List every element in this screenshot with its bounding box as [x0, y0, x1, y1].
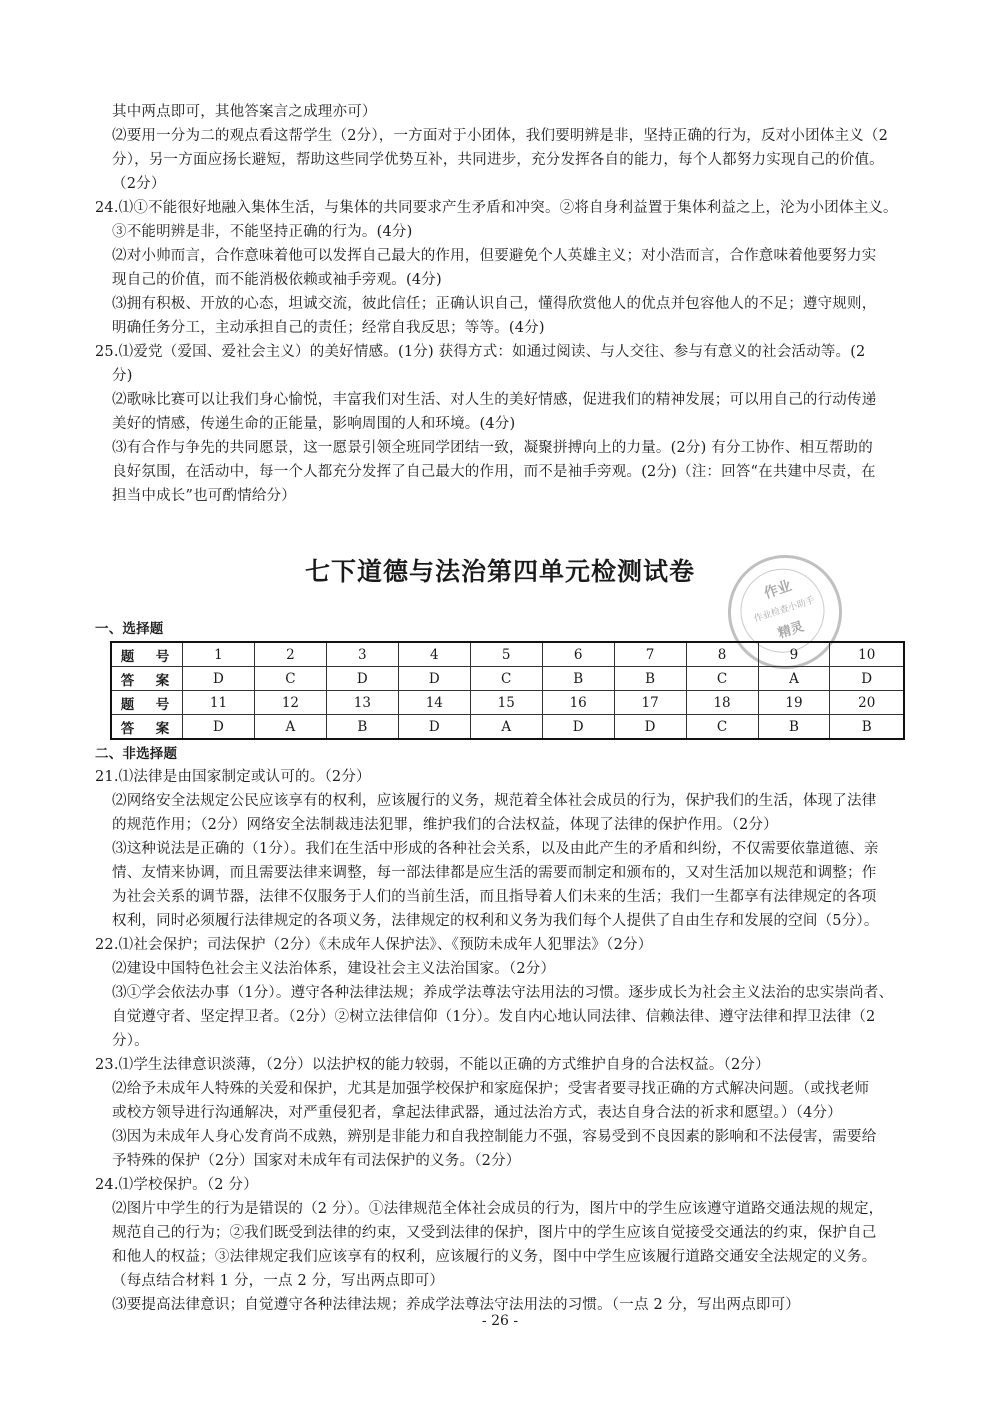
text-line: ⑵要用一分为二的观点看这帮学生（2分），一方面对于小团体，我们要明辨是非，坚持正确的行为，反对小团体主义（2	[112, 128, 888, 144]
table-cell: C	[254, 667, 326, 691]
text-line: 或校方领导进行沟通解决，对严重侵犯者，拿起法律武器，通过法治方式，表达自身合法的祈求和愿望。）（4分）	[112, 1105, 842, 1121]
text-line: ⑶要提高法律意识；自觉遵守各种法律法规；养成学法尊法守法用法的习惯。（一点 2 分，写出两点即可）	[112, 1297, 800, 1313]
text-line: 良好氛围，在活动中，每一个人都充分发挥了自己最大的作用，而不是袖手旁观。(2分)（注：回答“在共建中尽责，在	[112, 464, 876, 480]
table-cell: D	[326, 667, 398, 691]
table-cell: 19	[758, 691, 830, 715]
table-row-header: 答 案	[111, 667, 183, 691]
table-cell: B	[542, 667, 614, 691]
table-cell: C	[686, 667, 758, 691]
table-cell: D	[830, 667, 904, 691]
text-line: ⑵给予未成年人特殊的关爱和保护，尤其是加强学校保护和家庭保护；受害者要寻找正确的方式解决问题。（或找老师	[112, 1081, 870, 1097]
table-cell: 12	[254, 691, 326, 715]
table-cell: C	[470, 667, 542, 691]
text-line: ⑶有合作与争先的共同愿景，这一愿景引领全班同学团结一致，凝聚拼搏向上的力量。(2分) 有分工协作、相互帮助的	[112, 440, 873, 456]
table-cell: 13	[326, 691, 398, 715]
text-line: 为社会关系的调节器，法律不仅服务于人们的当前生活，而且指导着人们未来的生活；我们一生都享有法律规定的各项	[112, 889, 877, 905]
table-row-header: 答 案	[111, 715, 183, 740]
table-row	[111, 667, 904, 691]
table-cell: B	[830, 715, 904, 740]
table-row	[111, 691, 904, 715]
answer-table	[110, 641, 905, 740]
text-line: ⑶拥有积极、开放的心态，坦诚交流，彼此信任；正确认识自己，懂得欣赏他人的优点并包容他人的不足；遵守规则，	[112, 296, 877, 312]
text-line: （2分）	[112, 176, 166, 192]
table-cell: D	[398, 667, 470, 691]
table-cell: 1	[183, 642, 255, 667]
text-line: 23.⑴学生法律意识淡薄，（2分）以法护权的能力较弱，不能以正确的方式维护自身的合法权益。（2分）	[95, 1057, 770, 1073]
text-line: 的规范作用；（2分）网络安全法制裁违法犯罪，维护我们的合法权益，体现了法律的保护作用。（2分）	[112, 817, 778, 833]
table-cell: 7	[614, 642, 686, 667]
text-line: 自觉遵守者、坚定捍卫者。（2分）②树立法律信仰（1分）。发自内心地认同法律、信赖法律、遵守法律和捍卫法律（2	[112, 1009, 876, 1025]
text-line: 分)	[112, 368, 133, 384]
text-line: 其中两点即可，其他答案言之成理亦可）	[112, 104, 377, 120]
text-line: ⑶因为未成年人身心发育尚不成熟，辨别是非能力和自我控制能力不强，容易受到不良因素的影响和不法侵害，需要给	[112, 1129, 877, 1145]
text-line: 予特殊的保护（2分）国家对未成年有司法保护的义务。（2分）	[112, 1153, 521, 1169]
text-line: 24.⑴学校保护。（2 分）	[95, 1177, 258, 1193]
text-line: 24.⑴①不能很好地融入集体生活，与集体的共同要求产生矛盾和冲突。②将自身利益置于集体利益之上，沦为小团体主义。	[95, 200, 898, 216]
text-line: 现自己的价值，而不能消极依赖或袖手旁观。(4分)	[112, 272, 442, 288]
table-cell: C	[686, 715, 758, 740]
table-cell: B	[326, 715, 398, 740]
table-row	[111, 715, 904, 740]
table-cell: 9	[758, 642, 830, 667]
text-line: ⑶这种说法是正确的（1分）。我们在生活中形成的各种社会关系，以及由此产生的矛盾和纠纷，不仅需要依靠道德、亲	[112, 841, 879, 857]
table-cell: B	[758, 715, 830, 740]
table-cell: 16	[542, 691, 614, 715]
table-cell: D	[542, 715, 614, 740]
table-cell: 17	[614, 691, 686, 715]
text-line: 分），另一方面应扬长避短，帮助这些同学优势互补，共同进步，充分发挥各自的能力，每个人都努力实现自己的价值。	[112, 152, 884, 168]
table-cell: D	[183, 715, 255, 740]
text-line: ③不能明辨是非，不能坚持正确的行为。(4分)	[112, 224, 413, 240]
text-line: 和他人的权益；③法律规定我们应该享有的权利，应该履行的义务，图中中学生应该履行道路交通安全法规定的义务。	[112, 1249, 877, 1265]
text-line: 明确任务分工，主动承担自己的责任；经常自我反思；等等。(4分)	[112, 320, 545, 336]
table-cell: 6	[542, 642, 614, 667]
text-line: ⑵图片中学生的行为是错误的（2 分）。①法律规范全体社会成员的行为，图片中的学生应该遵守道路交通法规的规定，	[112, 1201, 884, 1217]
table-cell: D	[398, 715, 470, 740]
table-cell: B	[614, 667, 686, 691]
text-line: ⑵歌咏比赛可以让我们身心愉悦，丰富我们对生活、对人生的美好情感，促进我们的精神发展；可以用自己的行动传递	[112, 392, 877, 408]
text-line: ⑶①学会依法办事（1分）。遵守各种法律法规；养成学法尊法守法用法的习惯。逐步成长为社会主义法治的忠实崇尚者、	[112, 985, 894, 1001]
table-cell: 5	[470, 642, 542, 667]
text-line: ⑵网络安全法规定公民应该享有的权利，应该履行的义务，规范着全体社会成员的行为，保护我们的生活，体现了法律	[112, 793, 877, 809]
table-cell: 15	[470, 691, 542, 715]
page-number: - 26 -	[481, 1313, 519, 1329]
text-line: 权利，同时必须履行法律规定的各项义务，法律规定的权利和义务为我们每个人提供了自由生存和发展的空间（5分）。	[112, 913, 879, 929]
table-cell: 2	[254, 642, 326, 667]
table-row	[111, 642, 904, 667]
text-line: 担当中成长”也可酌情给分）	[112, 488, 297, 504]
text-line: 25.⑴爱党（爱国、爱社会主义）的美好情感。(1分) 获得方式：如通过阅读、与人交往、参与有意义的社会活动等。(2	[95, 344, 866, 360]
text-line: （每点结合材料 1 分，一点 2 分，写出两点即可）	[112, 1273, 445, 1289]
watermark-stamp: 作业 作业检查小助手 精灵	[713, 540, 857, 684]
text-line: 情、友情来协调，而且需要法律来调整，每一部法律都是应生活的需要而制定和颁布的，又对生活加以规范和调整；作	[112, 865, 877, 881]
table-row-header: 题 号	[111, 691, 183, 715]
table-cell: 4	[398, 642, 470, 667]
text-line: 21.⑴法律是由国家制定或认可的。（2分）	[95, 769, 371, 785]
table-cell: 14	[398, 691, 470, 715]
table-cell: D	[183, 667, 255, 691]
text-line: 规范自己的行为；②我们既受到法律的约束，又受到法律的保护，图片中的学生应该自觉接受交通法的约束，保护自己	[112, 1225, 877, 1241]
table-cell: 20	[830, 691, 904, 715]
text-line: ⑵建设中国特色社会主义法治体系，建设社会主义法治国家。（2分）	[112, 961, 556, 977]
text-line: 美好的情感，传递生命的正能量，影响周围的人和环境。(4分)	[112, 416, 516, 432]
table-cell: 8	[686, 642, 758, 667]
table-cell: D	[614, 715, 686, 740]
table-cell: 18	[686, 691, 758, 715]
table-cell: A	[470, 715, 542, 740]
page-title: 七下道德与法治第四单元检测试卷	[304, 557, 695, 586]
text-line: 22.⑴社会保护；司法保护（2分）《未成年人保护法》、《预防未成年人犯罪法》（2分）	[95, 937, 653, 953]
table-cell: A	[254, 715, 326, 740]
table-row-header: 题 号	[111, 642, 183, 667]
text-line: 分）。	[112, 1033, 149, 1049]
section-heading-choice: 一、选择题	[95, 621, 164, 637]
table-cell: 10	[830, 642, 904, 667]
text-line: ⑵对小帅而言，合作意味着他可以发挥自己最大的作用，但要避免个人英雄主义；对小浩而言，合作意味着他要努力实	[112, 248, 877, 264]
section-heading-nonchoice: 二、非选择题	[95, 746, 178, 762]
table-cell: 3	[326, 642, 398, 667]
table-cell: A	[758, 667, 830, 691]
table-cell: 11	[183, 691, 255, 715]
